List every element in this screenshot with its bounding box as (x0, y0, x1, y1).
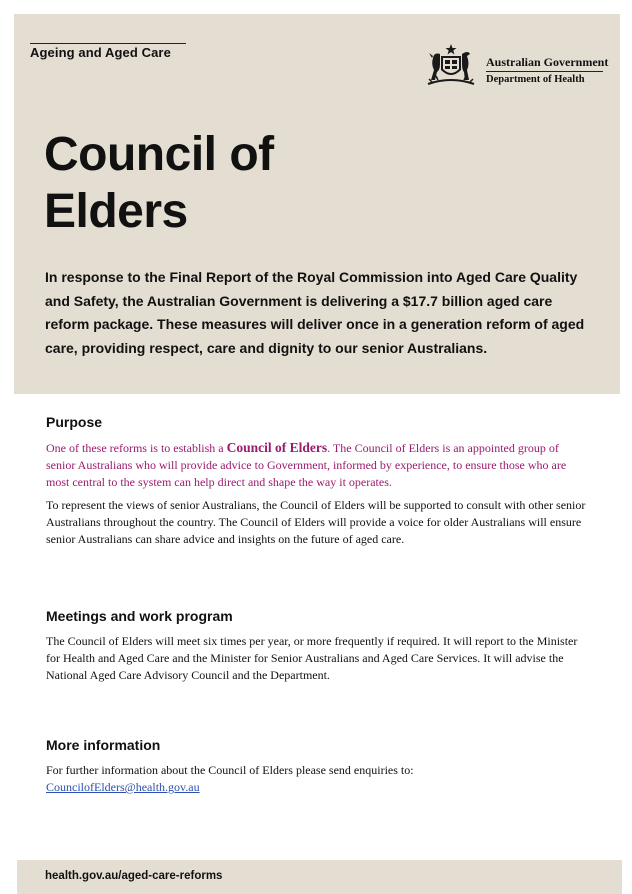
brand-rule (30, 43, 186, 44)
email-link[interactable]: CouncilofElders@health.gov.au (46, 780, 200, 794)
purpose-paragraph-1 (46, 439, 586, 491)
footer-url[interactable]: health.gov.au/aged-care-reforms (45, 870, 223, 882)
purpose-p1-before: One of these reforms is to establish a (46, 441, 227, 455)
more-info-heading: More information (46, 737, 161, 753)
government-logo (420, 42, 609, 90)
intro-paragraph: In response to the Final Report of the Royal Commission into Aged Care Quality and Safety, the Australian Government is delivering a $17.7 billion aged care reform package. These measures will deliver once in a generation reform of aged care, providing respect, care and dignity to our senior Australians. (45, 269, 585, 356)
purpose-heading: Purpose (46, 414, 103, 430)
purpose-paragraph-2: To represent the views of senior Australians, the Council of Elders will be supported to consult with other senior Australians throughout the country. The Council of Elders will provide a voice for older Australians will ensure senior Australians can share advice and insights on the future of aged care. (46, 498, 586, 546)
meetings-heading: Meetings and work program (46, 608, 233, 624)
footer-bar (17, 860, 622, 894)
coat-of-arms-icon (420, 42, 482, 88)
more-info-section (46, 737, 586, 802)
meetings-paragraph: The Council of Elders will meet six times per year, or more frequently if required. It will report to the Minister for Health and Aged Care and the Minister for Senior Australians and Aged Care Services. It will advise the National Aged Care Advisory Council and the Department. (46, 634, 578, 682)
purpose-section (46, 414, 586, 554)
title-line-2: Elders (44, 185, 188, 238)
page-title (44, 126, 384, 240)
purpose-p1-emphasis: Council of Elders (226, 440, 328, 455)
government-rule (486, 71, 603, 72)
brand-label: Ageing and Aged Care (30, 45, 171, 60)
purpose-p1-after: . The Council of Elders is an appointed group of senior Australians who will provide advice to Government, informed by experience, to ensure those who are most central to the system can help direct and shape the way it operates. (46, 441, 567, 489)
title-line-1: Council of (44, 128, 274, 181)
more-info-text: For further information about the Council of Elders please send enquiries to: (46, 763, 414, 777)
meetings-section (46, 608, 586, 690)
government-name: Australian Government (486, 55, 609, 69)
more-info-paragraph (46, 762, 586, 796)
department-name: Department of Health (486, 74, 585, 85)
